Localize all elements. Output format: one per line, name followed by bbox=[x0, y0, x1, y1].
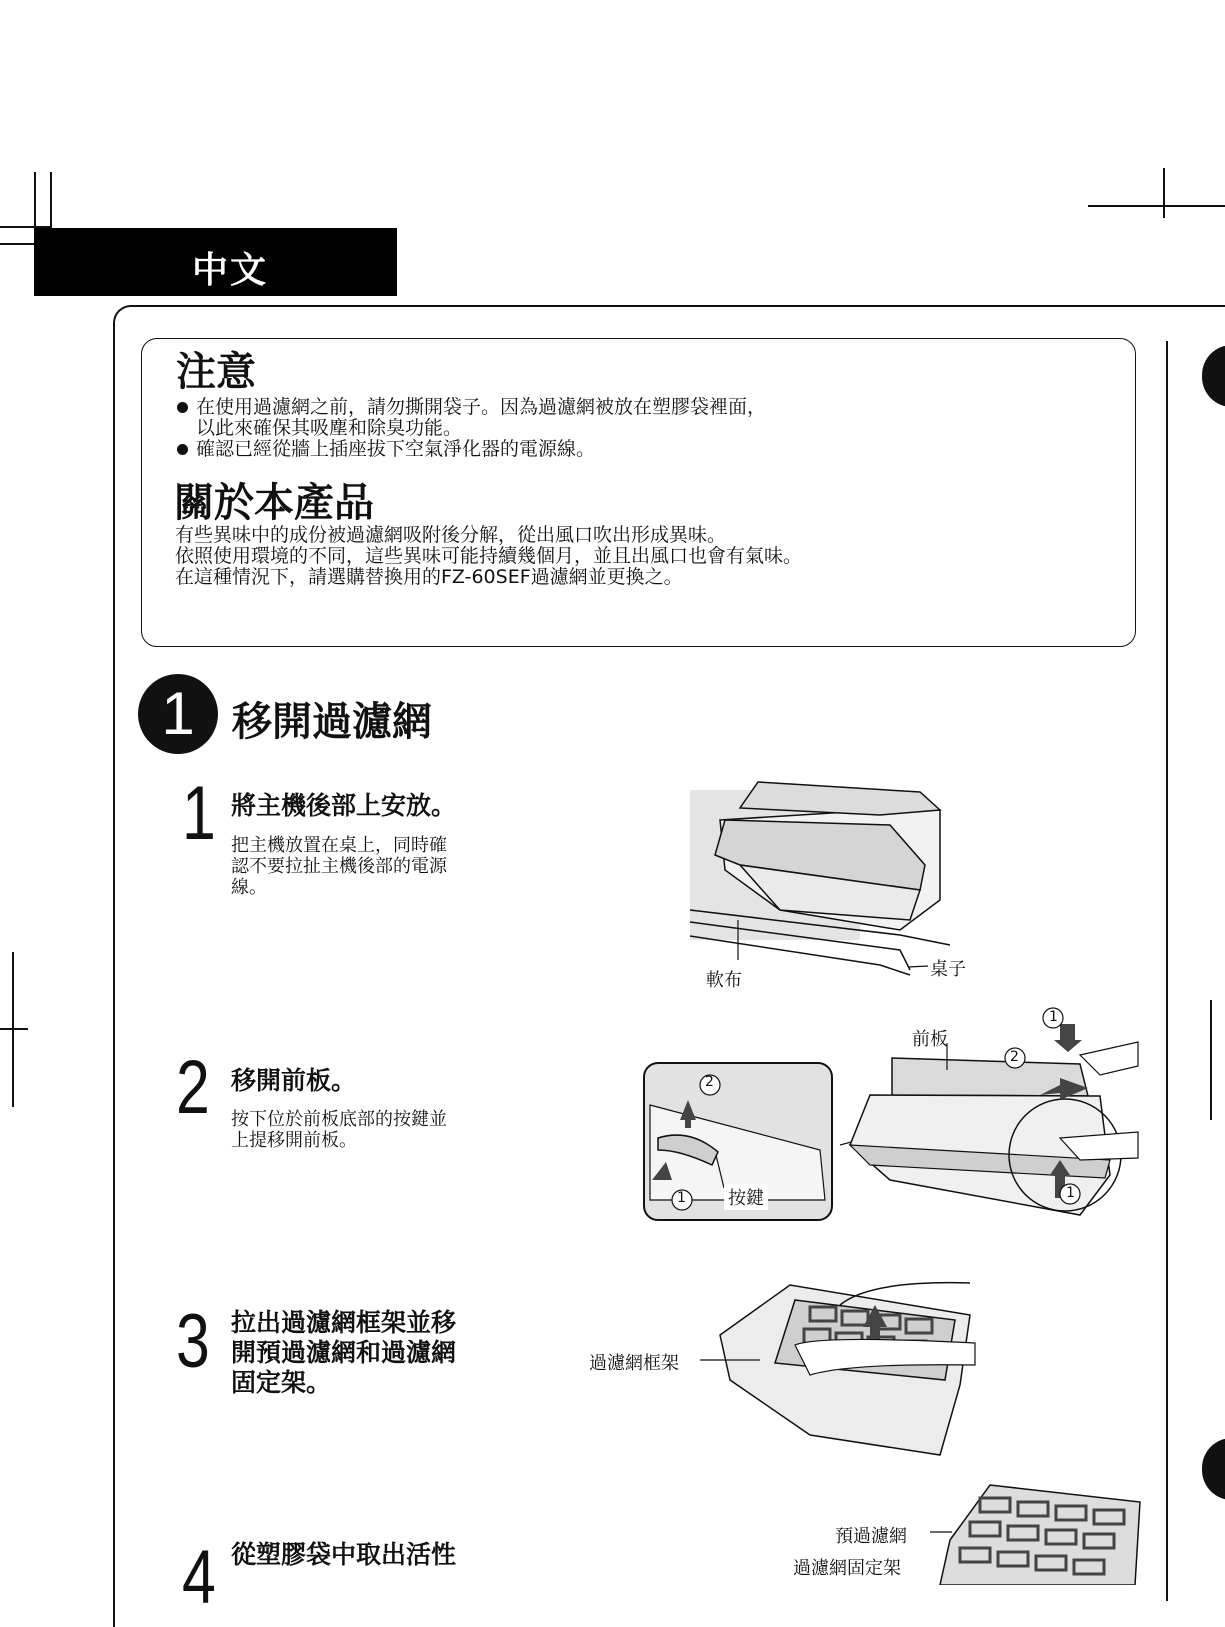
figure-front-panel-removal bbox=[640, 1000, 1140, 1240]
crop-mark bbox=[34, 172, 36, 228]
figure-filter-frame bbox=[700, 1275, 980, 1465]
bullet-dot bbox=[177, 444, 188, 455]
crop-mark bbox=[0, 1028, 28, 1030]
label-soft-cloth: 軟布 bbox=[706, 970, 742, 991]
step-heading: 從塑膠袋中取出活性 bbox=[231, 1540, 457, 1569]
step-heading: 將主機後部上安放。 bbox=[231, 791, 457, 820]
crop-mark bbox=[1088, 205, 1225, 207]
marker-2: 2 bbox=[705, 1074, 714, 1090]
label-filter-frame: 過濾網框架 bbox=[589, 1353, 679, 1374]
step-desc: 認不要拉扯主機後部的電源 bbox=[231, 856, 447, 877]
language-tab bbox=[34, 228, 397, 296]
caution-bullet: 確認已經從牆上插座拔下空氣淨化器的電源線。 bbox=[196, 438, 596, 460]
marker-1: 1 bbox=[677, 1190, 686, 1206]
label-table: 桌子 bbox=[930, 959, 966, 980]
about-line: 依照使用環境的不同，這些異味可能持續幾個月，並且出風口也會有氣味。 bbox=[175, 545, 803, 567]
about-title: 關於本產品 bbox=[174, 480, 374, 526]
marker-1: 1 bbox=[1049, 1009, 1058, 1025]
step-number: 1 bbox=[182, 771, 216, 856]
caution-bullet-cont: 以此來確保其吸塵和除臭功能。 bbox=[196, 417, 463, 439]
crop-mark bbox=[1163, 168, 1165, 218]
step-desc: 按下位於前板底部的按鍵並 bbox=[231, 1109, 447, 1130]
label-pre-filter: 預過濾網 bbox=[835, 1526, 907, 1547]
step-heading: 拉出過濾網框架並移 bbox=[231, 1308, 457, 1337]
caution-bullet: 在使用過濾網之前，請勿撕開袋子。因為過濾網被放在塑膠袋裡面， bbox=[196, 396, 767, 418]
section-title: 移開過濾網 bbox=[232, 699, 432, 745]
about-line: 有些異味中的成份被過濾網吸附後分解，從出風口吹出形成異味。 bbox=[175, 524, 727, 546]
label-front-panel: 前板 bbox=[912, 1029, 948, 1050]
step-number: 4 bbox=[182, 1535, 216, 1620]
crop-mark bbox=[0, 243, 34, 245]
crop-mark bbox=[50, 172, 52, 228]
step-number: 3 bbox=[176, 1299, 210, 1384]
column-divider bbox=[1166, 341, 1168, 1601]
step-heading: 移開前板。 bbox=[231, 1066, 357, 1095]
marker-2: 2 bbox=[1010, 1049, 1019, 1065]
step-number: 2 bbox=[176, 1045, 210, 1130]
label-filter-holder: 過濾網固定架 bbox=[793, 1558, 901, 1579]
step-desc: 線。 bbox=[231, 877, 267, 898]
about-line: 在這種情況下，請選購替換用的FZ-60SEF過濾網並更換之。 bbox=[175, 566, 683, 588]
bullet-dot bbox=[177, 402, 188, 413]
figure-pre-filter bbox=[930, 1480, 1145, 1585]
step-desc: 上提移開前板。 bbox=[231, 1130, 357, 1151]
label-button: 按鍵 bbox=[724, 1184, 768, 1210]
step-desc: 把主機放置在桌上，同時確 bbox=[231, 835, 447, 856]
marker-1: 1 bbox=[1066, 1185, 1075, 1201]
step-heading: 固定架。 bbox=[231, 1368, 332, 1397]
section-number-badge: 1 bbox=[138, 674, 218, 754]
step-heading: 開預過濾網和過濾網 bbox=[231, 1338, 457, 1367]
language-tab-label: 中文 bbox=[192, 250, 269, 291]
caution-title: 注意 bbox=[176, 349, 256, 395]
